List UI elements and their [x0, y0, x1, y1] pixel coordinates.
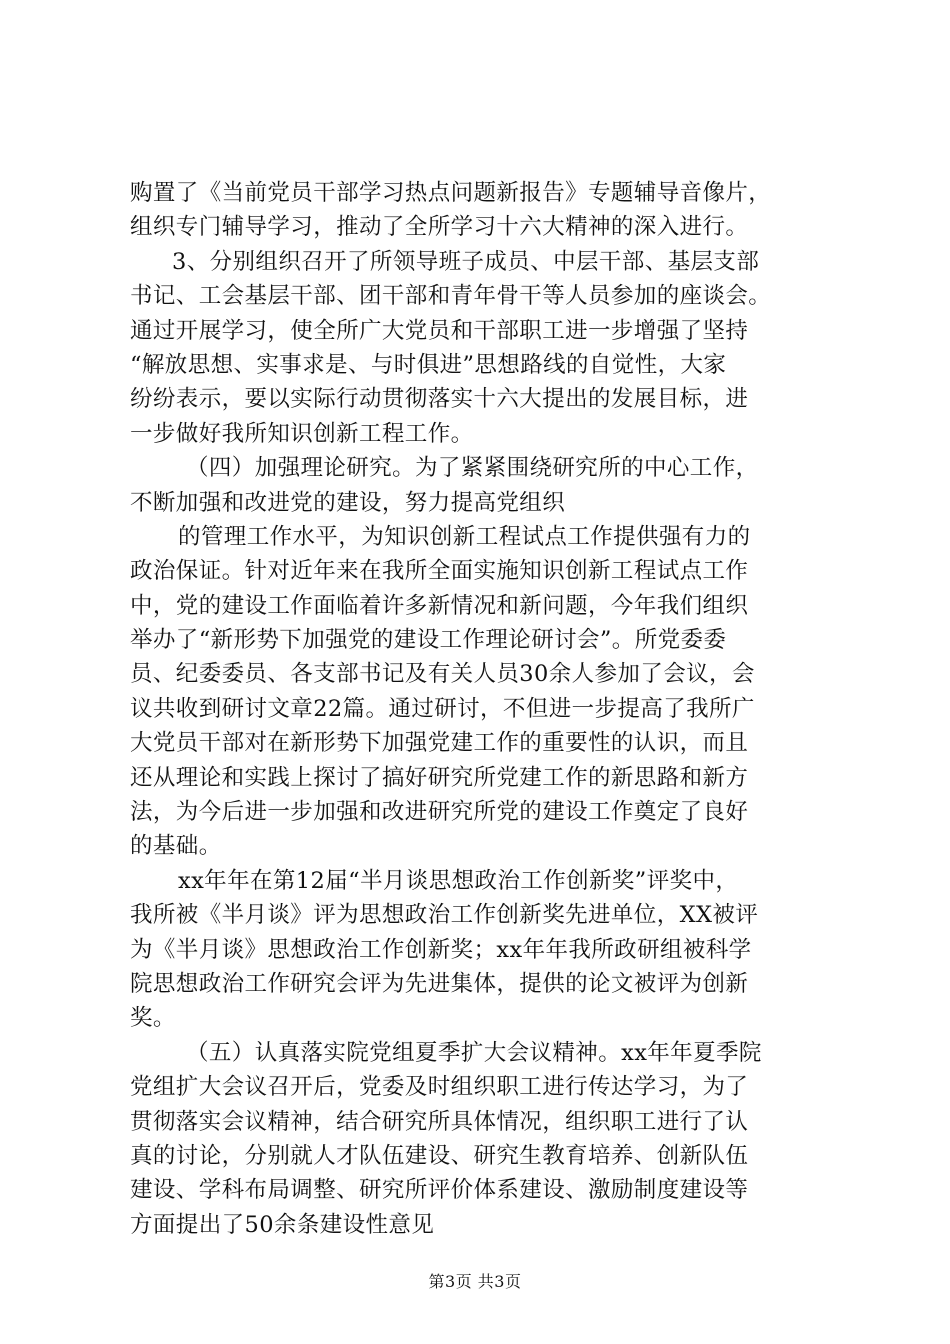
- text-line: 一步做好我所知识创新工程工作。: [130, 420, 474, 447]
- text-line: 贯彻落实会议精神，结合研究所具体情况，组织职工进行了认: [130, 1108, 749, 1135]
- text-line: 我所被《半月谈》评为思想政治工作创新奖先进单位，XX被评: [130, 902, 759, 929]
- text-line: 议共收到研讨文章22篇。通过研讨，不但进一步提高了我所广: [130, 695, 755, 722]
- text-line: 3、分别组织召开了所领导班子成员、中层干部、基层支部: [172, 248, 760, 275]
- text-line: 党组扩大会议召开后，党委及时组织职工进行传达学习，为了: [130, 1074, 749, 1101]
- text-line: 举办了“新形势下加强党的建设工作理论研讨会”。所党委委: [130, 627, 727, 654]
- text-line: 通过开展学习，使全所广大党员和干部职工进一步增强了坚持: [130, 317, 749, 344]
- text-line: 不断加强和改进党的建设，努力提高党组织: [130, 489, 566, 516]
- page-footer: 第3页 共3页: [428, 1272, 522, 1291]
- text-line: 员、纪委委员、各支部书记及有关人员30余人参加了会议，会: [130, 661, 755, 688]
- text-line: 书记、工会基层干部、团干部和青年骨干等人员参加的座谈会。: [130, 283, 772, 310]
- text-line: 的基础。: [130, 833, 222, 860]
- text-line: 法，为今后进一步加强和改进研究所党的建设工作奠定了良好: [130, 799, 749, 826]
- text-line: 方面提出了50余条建设性意见: [130, 1211, 435, 1238]
- text-line: 还从理论和实践上探讨了搞好研究所党建工作的新思路和新方: [130, 764, 749, 791]
- document-body: [130, 176, 830, 1242]
- text-line: 纷纷表示，要以实际行动贯彻落实十六大提出的发展目标，进: [130, 386, 749, 413]
- text-line: 建设、学科布局调整、研究所评价体系建设、激励制度建设等: [130, 1177, 749, 1204]
- text-line: 中，党的建设工作面临着许多新情况和新问题，今年我们组织: [130, 592, 749, 619]
- text-line: “解放思想、实事求是、与时俱进”思想路线的自觉性，大家: [130, 351, 727, 378]
- text-line: 组织专门辅导学习，推动了全所学习十六大精神的深入进行。: [130, 214, 749, 241]
- text-line: （五）认真落实院党组夏季扩大会议精神。xx年年夏季院: [186, 1039, 762, 1066]
- text-line: 院思想政治工作研究会评为先进集体，提供的论文被评为创新: [130, 970, 749, 997]
- text-line: 真的讨论，分别就人才队伍建设、研究生教育培养、创新队伍: [130, 1142, 749, 1169]
- text-line: 政治保证。针对近年来在我所全面实施知识创新工程试点工作: [130, 558, 749, 585]
- text-line: xx年年在第12届“半月谈思想政治工作创新奖”评奖中，: [178, 867, 739, 894]
- text-line: 为《半月谈》思想政治工作创新奖；xx年年我所政研组被科学: [130, 936, 752, 963]
- text-line: 大党员干部对在新形势下加强党建工作的重要性的认识，而且: [130, 730, 749, 757]
- text-line: 奖。: [130, 1005, 176, 1032]
- text-line: 购置了《当前党员干部学习热点问题新报告》专题辅导音像片，: [130, 180, 772, 206]
- text-line: 的管理工作水平，为知识创新工程试点工作提供强有力的: [178, 523, 751, 550]
- text-line: （四）加强理论研究。为了紧紧围绕研究所的中心工作，: [186, 455, 759, 482]
